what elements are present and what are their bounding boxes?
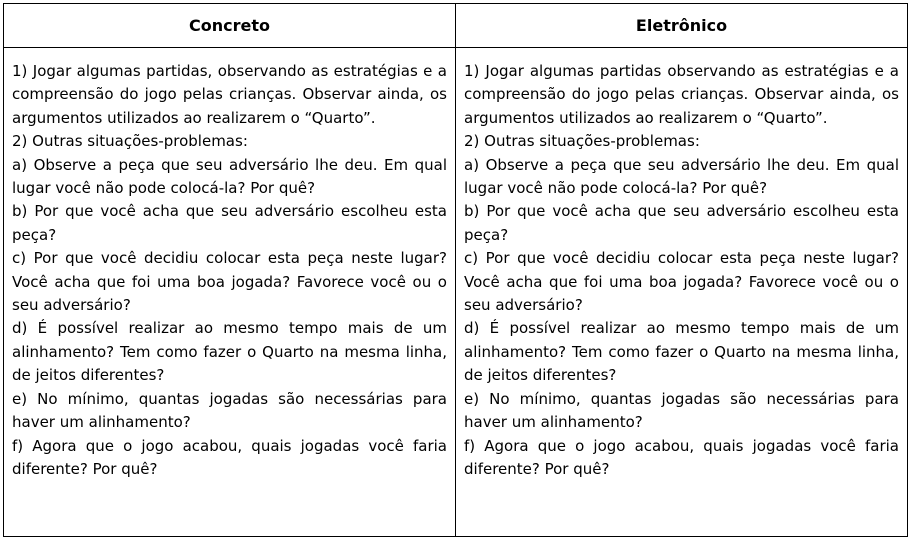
concreto-column bbox=[4, 48, 456, 537]
eletronico-item-d: d) É possível realizar ao mesmo tempo mais de um alinhamento? Tem como fazer o Quarto na mesma linha, de jeitos diferentes? bbox=[464, 319, 899, 385]
concreto-item-2: 2) Outras situações-problemas: bbox=[12, 132, 248, 151]
eletronico-item-c: c) Por que você decidiu colocar esta peça neste lugar? Você acha que foi uma boa jogada? Favorece você ou o seu adversário? bbox=[464, 249, 899, 315]
eletronico-item-a: a) Observe a peça que seu adversário lhe deu. Em qual lugar você não pode colocá-la? Por quê? bbox=[464, 155, 899, 198]
concreto-item-b: b) Por que você acha que seu adversário escolheu esta peça? bbox=[12, 202, 447, 244]
concreto-item-d: d) É possível realizar ao mesmo tempo mais de um alinhamento? Tem como fazer o Quarto na mesma linha, de jeitos diferentes? bbox=[12, 319, 447, 385]
eletronico-item-f: f) Agora que o jogo acabou, quais jogadas você faria diferente? Por quê? bbox=[464, 436, 899, 478]
eletronico-column bbox=[456, 48, 908, 537]
concreto-item-e: e) No mínimo, quantas jogadas são necessárias para haver um alinhamento? bbox=[12, 389, 447, 432]
header-concreto: Concreto bbox=[4, 4, 456, 48]
comparison-table bbox=[3, 3, 908, 537]
header-eletronico: Eletrônico bbox=[456, 4, 908, 48]
concreto-item-a: a) Observe a peça que seu adversário lhe deu. Em qual lugar você não pode colocá-la? Por quê? bbox=[12, 155, 447, 198]
concreto-item-c: c) Por que você decidiu colocar esta peça neste lugar? Você acha que foi uma boa jogada? Favorece você ou o seu adversário? bbox=[12, 249, 447, 315]
eletronico-item-2: 2) Outras situações-problemas: bbox=[464, 132, 700, 151]
eletronico-item-e: e) No mínimo, quantas jogadas são necessárias para haver um alinhamento? bbox=[464, 389, 899, 432]
eletronico-item-1: 1) Jogar algumas partidas observando as estratégias e a compreensão do jogo pelas crianças. Observar ainda, os argumentos utilizados ao realizarem o “Quarto”. bbox=[464, 62, 899, 127]
content-row bbox=[4, 48, 908, 537]
concreto-item-1: 1) Jogar algumas partidas, observando as estratégias e a compreensão do jogo pelas crianças. Observar ainda, os argumentos utilizados ao realizarem o “Quarto”. bbox=[12, 62, 447, 127]
eletronico-item-b: b) Por que você acha que seu adversário escolheu esta peça? bbox=[464, 202, 899, 244]
concreto-item-f: f) Agora que o jogo acabou, quais jogadas você faria diferente? Por quê? bbox=[12, 436, 447, 478]
header-row bbox=[4, 4, 908, 48]
